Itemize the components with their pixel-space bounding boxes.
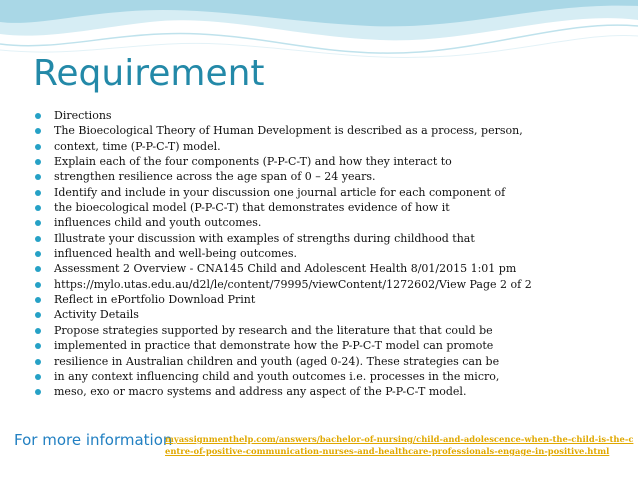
bullet-item [34, 231, 532, 246]
bullet-text: The Bioecological Theory of Human Development is described as a process, person, [54, 124, 523, 138]
bullet-item [34, 369, 532, 384]
slide-title: Requirement [33, 53, 265, 94]
bullet-dot-icon [35, 220, 41, 226]
bullet-text: https://mylo.utas.edu.au/d2l/le/content/79995/viewContent/1272602/View Page 2 of 2 [54, 277, 532, 291]
bullet-dot-icon [35, 236, 41, 242]
bullet-dot-icon [35, 282, 41, 288]
bullet-list [34, 108, 532, 400]
bullet-dot-icon [35, 328, 41, 334]
bullet-text: context, time (P-P-C-T) model. [54, 139, 221, 153]
bullet-dot-icon [35, 144, 41, 150]
bullet-text: Explain each of the four components (P-P-C-T) and how they interact to [54, 155, 452, 169]
bullet-item [34, 323, 532, 338]
footer-label: For more information [14, 431, 173, 449]
bullet-text: strengthen resilience across the age span of 0 – 24 years. [54, 170, 376, 184]
bullet-text: meso, exo or macro systems and address any aspect of the P-P-C-T model. [54, 385, 467, 399]
bullet-text: Propose strategies supported by research and the literature that that could be [54, 323, 493, 337]
bullet-item [34, 246, 532, 261]
bullet-text: Directions [54, 109, 112, 122]
bullet-item [34, 169, 532, 184]
bullet-item [34, 123, 532, 138]
bullet-dot-icon [35, 374, 41, 380]
bullet-text: Illustrate your discussion with examples of strengths during childhood that [54, 231, 475, 245]
bullet-text: influences child and youth outcomes. [54, 216, 262, 230]
bullet-dot-icon [35, 113, 41, 119]
bullet-dot-icon [35, 359, 41, 365]
bullet-dot-icon [35, 343, 41, 349]
bullet-item [34, 338, 532, 353]
bullet-item [34, 185, 532, 200]
bullet-text: implemented in practice that demonstrate how the P-P-C-T model can promote [54, 339, 494, 353]
bullet-item [34, 215, 532, 230]
bullet-text: Reflect in ePortfolio Download Print [54, 293, 256, 307]
bullet-item [34, 307, 532, 322]
bullet-item [34, 261, 532, 276]
bullet-text: in any context influencing child and youth outcomes i.e. processes in the micro, [54, 369, 500, 383]
bullet-dot-icon [35, 205, 41, 211]
bullet-text: Activity Details [54, 308, 139, 322]
bullet-dot-icon [35, 251, 41, 257]
bullet-dot-icon [35, 312, 41, 318]
bullet-dot-icon [35, 159, 41, 165]
source-link[interactable]: myassignmenthelp.com/answers/bachelor-of-nursing/child-and-adolescence-when-the-child-is-the-centre-of-positive-communication-nurses-and-healthcare-professionals-engage-in-positive.html [165, 434, 634, 456]
bullet-dot-icon [35, 190, 41, 196]
bullet-item [34, 384, 532, 399]
bullet-item [34, 200, 532, 215]
bullet-item [34, 154, 532, 169]
bullet-text: the bioecological model (P-P-C-T) that demonstrates evidence of how it [54, 201, 450, 215]
bullet-item [34, 292, 532, 307]
bullet-item [34, 108, 532, 123]
bullet-item [34, 354, 532, 369]
bullet-item [34, 139, 532, 154]
bullet-text: Identify and include in your discussion one journal article for each component of [54, 185, 506, 199]
bullet-text: Assessment 2 Overview - CNA145 Child and Adolescent Health 8/01/2015 1:01 pm [54, 262, 517, 276]
bullet-dot-icon [35, 297, 41, 303]
bullet-item [34, 277, 532, 292]
bullet-text: influenced health and well-being outcomes. [54, 247, 298, 261]
bullet-dot-icon [35, 389, 41, 395]
bullet-dot-icon [35, 128, 41, 134]
bullet-dot-icon [35, 174, 41, 180]
bullet-dot-icon [35, 266, 41, 272]
bullet-text: resilience in Australian children and youth (aged 0-24). These strategies can be [54, 354, 500, 368]
